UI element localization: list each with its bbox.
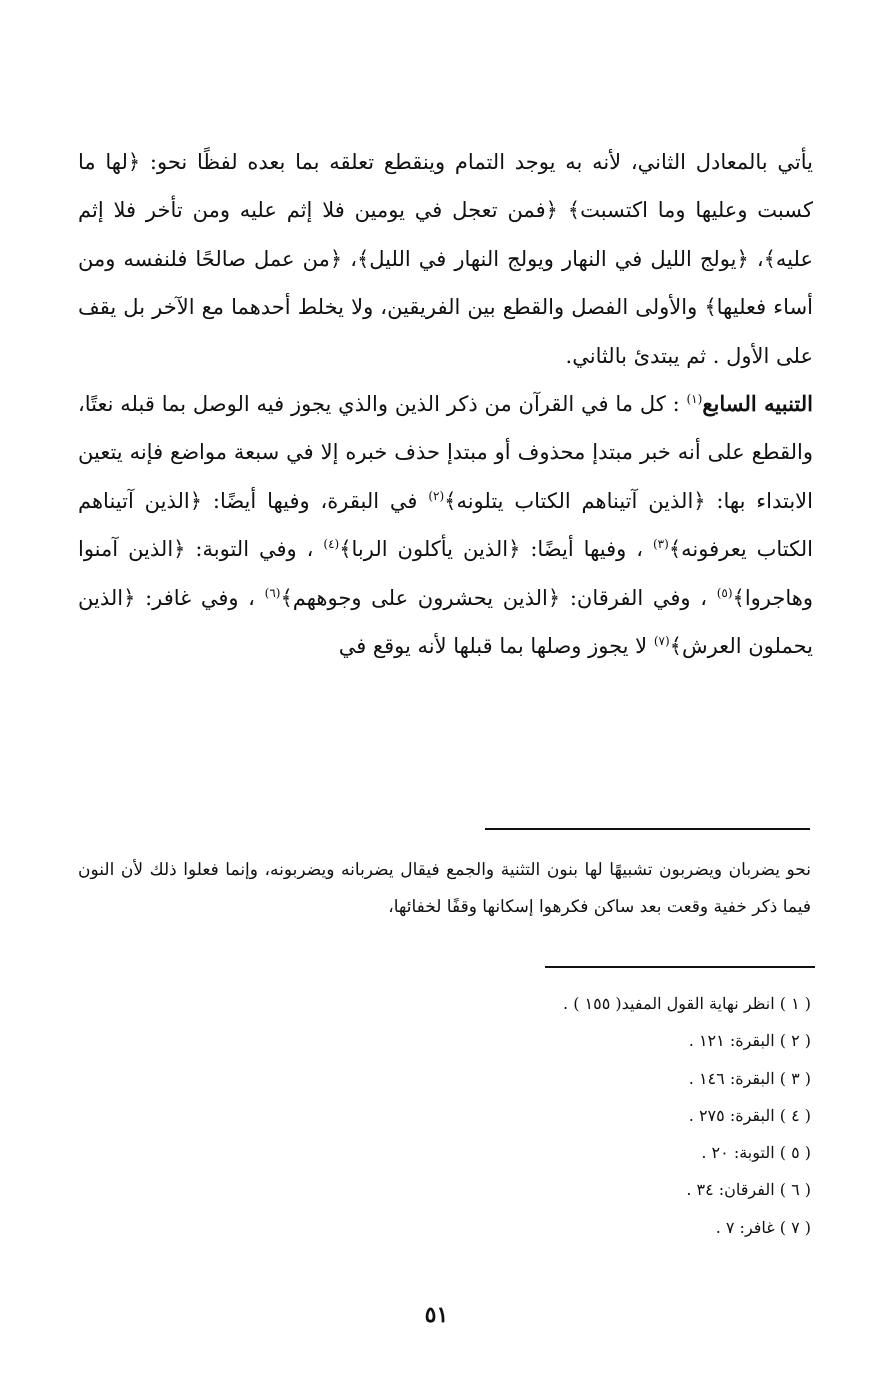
footnote-separator-upper [485, 828, 810, 830]
footnote-ref-5[interactable]: (٥) [716, 585, 733, 600]
footnote-ref-1[interactable]: (١) [686, 392, 703, 407]
page-number: ٥١ [424, 1302, 449, 1328]
paragraph-2-text-2: في البقرة، وفيها أيضًا: ﴿الذين آتيناهم الكتاب يعرفونه﴾ [78, 488, 813, 562]
paragraph-2-text-7: لا يجوز وصلها بما قبلها لأنه يوقع في [338, 634, 648, 659]
footnote-separator-lower [545, 966, 815, 968]
footnote-continuation-text: نحو يضربان ويضربون تشبيهًا لها بنون التثنية والجمع فيقال يضربانه ويضربونه، وإنما فعلوا ذلك لأن النون فيما ذكر خفية وقعت بعد ساكن فكرهوا إسكانها وقفًا لخفائها، [78, 860, 811, 917]
footnote-continuation [78, 852, 811, 926]
paragraph-2-text-4: ، وفي التوبة: ﴿الذين آمنوا وهاجروا﴾ [78, 537, 813, 610]
paragraph-2-text-5: ، وفي الفرقان: ﴿الذين يحشرون على وجوههم﴾ [280, 585, 708, 610]
paragraph-1: يأتي بالمعادل الثاني، لأنه به يوجد التمام وينقطع تعلقه بما بعده لفظًا نحو: ﴿لها ما كسبت وعليها وما اكتسبت﴾ ﴿فمن تعجل في يومين فلا إثم عليه ومن تأخر فلا إثم عليه﴾، ﴿يولج الليل في النهار ويولج النهار في الليل﴾، ﴿من عمل صالحًا فلنفسه ومن أساء فعليها﴾ والأولى الفصل والقطع بين الفريقين، ولا يخلط أحدهما مع الآخر بل يقف على الأول . ثم يبتدئ بالثاني. [78, 150, 813, 368]
footnote-5: ( ٥ ) التوبة: ٢٠ . [701, 1143, 811, 1163]
footnote-4: ( ٤ ) البقرة: ٢٧٥ . [688, 1105, 811, 1125]
footnote-ref-7[interactable]: (٧) [653, 634, 670, 649]
footnote-ref-4[interactable]: (٤) [323, 537, 340, 552]
paragraph-2-text-1: : كل ما في القرآن من ذكر الذين والذي يجوز فيه الوصل بما قبله نعتًا، والقطع على أنه خبر مبتدإ محذوف أو مبتدإ حذف خبره إلا في سبعة مواضع فإنه يتعين الابتداء بها: ﴿الذين آتيناهم الكتاب يتلونه﴾ [78, 392, 813, 513]
footnote-3: ( ٣ ) البقرة: ١٤٦ . [688, 1068, 811, 1088]
footnotes-list [563, 985, 811, 1246]
paragraph-2-text-3: ، وفيها أيضًا: ﴿الذين يأكلون الربا﴾ [339, 537, 644, 562]
footnote-ref-2[interactable]: (٢) [428, 488, 445, 503]
footnote-1: ( ١ ) انظر نهاية القول المفيد( ١٥٥ ) . [563, 994, 811, 1013]
paragraph-2-text-6: ، وفي غافر: ﴿الذين يحملون العرش﴾ [78, 585, 813, 659]
footnote-7: ( ٧ ) غافر: ٧ . [715, 1217, 811, 1237]
footnote-ref-6[interactable]: (٦) [264, 585, 281, 600]
paragraph-2 [78, 380, 813, 670]
footnote-6: ( ٦ ) الفرقان: ٣٤ . [686, 1180, 811, 1200]
main-text [78, 138, 813, 670]
footnote-ref-3[interactable]: (٣) [652, 537, 669, 552]
footnote-2: ( ٢ ) البقرة: ١٢١ . [688, 1031, 811, 1051]
section-heading: التنبيه السابع [702, 391, 813, 417]
